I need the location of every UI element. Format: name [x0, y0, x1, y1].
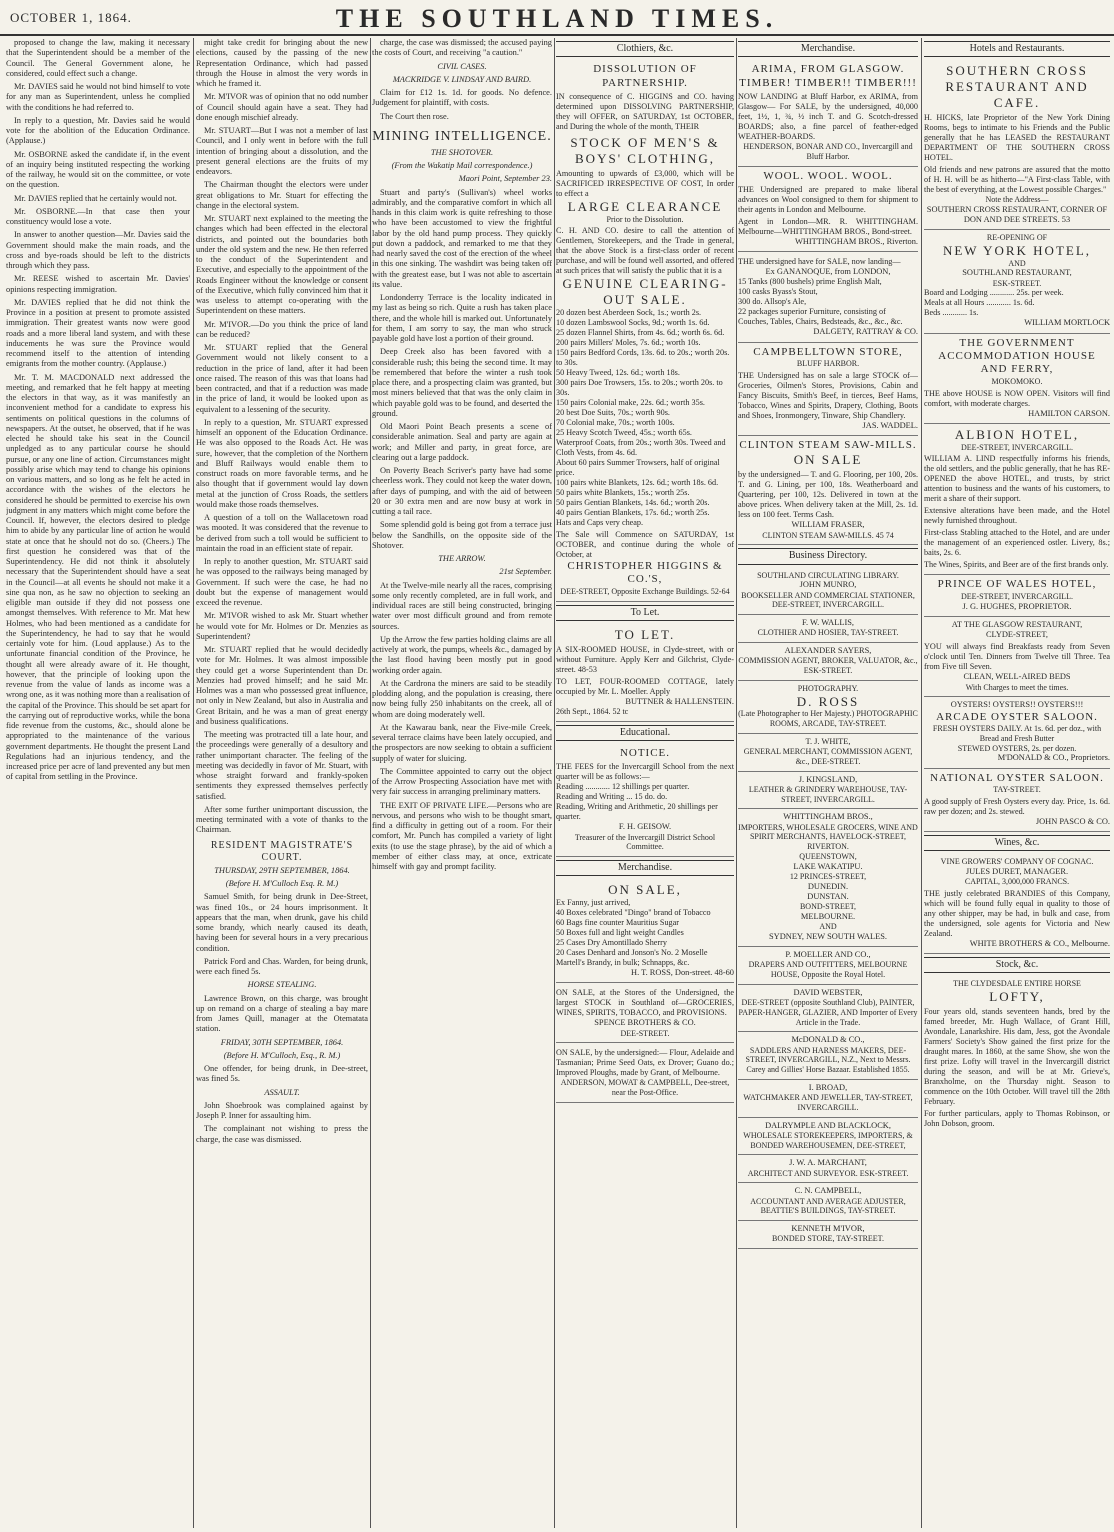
- directory-entry: [738, 681, 918, 734]
- column-5: [738, 38, 918, 1528]
- article-paragraph: Londonderry Terrace is the locality indicated in my last as being so rich. Quite a rush has taken place there, and the whole hill is marked out. Unfortunately for them, I am sorry to say, the man who struck payable gold have lost a portion of their ground.: [372, 293, 552, 344]
- ad-name: McDONALD & CO.,: [791, 1035, 865, 1045]
- masthead: [0, 0, 1114, 36]
- court-bench: (Before H. M'Culloch, Esq., R. M.): [223, 1050, 341, 1060]
- list-item: 25 dozen Flannel Shirts, from 4s. 6d.; worth 6s. 6d.: [556, 328, 725, 338]
- directory-entry: [738, 809, 918, 947]
- list-item: 20 dozen best Aberdeen Sock, 1s.; worth 2s.: [556, 308, 702, 318]
- ad-place: AND: [819, 922, 837, 932]
- section-category: Merchandise.: [556, 860, 734, 876]
- ad-body: WHOLESALE STOREKEEPERS, IMPORTERS, & BONDED WAREHOUSEMEN, DEE-STREET,: [743, 1130, 913, 1150]
- ad-body: ON SALE, by the undersigned:— Flour, Adelaide and Tasmanian; Prime Seed Oats, ex Drover; Guano do.; Improved Ploughs, made by Grant, of Melbourne.: [556, 1048, 734, 1078]
- directory-entry: [738, 1032, 918, 1080]
- article-paragraph: charge, the case was dismissed; the accused paying the costs of Court, and receiving "a caution.": [372, 38, 552, 58]
- ad-place: LAKE WAKATIPU.: [793, 861, 863, 871]
- ad-signature: WHITE BROTHERS & CO., Melbourne.: [969, 938, 1110, 948]
- list-item: 150 pairs Colonial make, 22s. 6d.; worth 35s.: [556, 398, 705, 408]
- ad-place: QUEENSTOWN,: [799, 851, 857, 861]
- wool-advert: [738, 167, 918, 253]
- column-rule: [554, 38, 555, 1528]
- article-paragraph: Mr. STUART—But I was not a member of last Council, and I only went in before with the full intention of bringing about a dissolution, and the present general elections are the fruits of my endeavors.: [196, 126, 368, 176]
- ad-place: DUNSTAN.: [807, 891, 849, 901]
- newspaper-title: THE SOUTHLAND TIMES.: [335, 4, 779, 33]
- ad-body: Amounting to upwards of £3,000, which will be SACRIFICED IRRESPECTIVE OF COST, In order to effect a: [556, 168, 734, 198]
- list-item: 200 pairs Millers' Moles, 7s. 6d.; worth 10s.: [556, 338, 701, 348]
- list-item: 20 Cases Denhard and Jonson's No. 2 Moselle: [556, 948, 708, 958]
- ad-subheading: BLUFF HARBOR.: [796, 359, 860, 369]
- spence-advert: [556, 983, 734, 1043]
- fees-list: [556, 782, 734, 822]
- court-bench: (Before H. M'Culloch Esq. R. M.): [225, 879, 339, 889]
- ad-signature: ANDERSON, MOWAT & CAMPBELL, Dee-street, near the Post-Office.: [560, 1078, 730, 1098]
- ad-heading: ARCADE OYSTER SALOON.: [936, 710, 1098, 723]
- ad-heading: PHOTOGRAPHY.: [797, 683, 859, 693]
- ad-signature: DALGETY, RATTRAY & CO.: [813, 327, 918, 337]
- ad-place: DUNEDIN.: [807, 881, 849, 891]
- court-paragraph: John Shoebrook was complained against by Joseph P. Inner for assaulting him.: [196, 1100, 368, 1121]
- column-rule: [921, 38, 922, 1528]
- article-paragraph: Mr. M'IVOR wished to ask Mr. Stuart whether he would vote for Mr. Holmes or Dr. Menzies as Superintendent?: [196, 611, 368, 641]
- article-paragraph: At the Cardrona the miners are said to be steadily plodding along, and the population is creasing, there now being fully 250 inhabitants on the creek, all of whom are doing moderately well.: [372, 678, 552, 719]
- ad-signature: H. T. ROSS, Don-street. 48-60: [631, 968, 734, 978]
- onsale-list: [556, 898, 734, 968]
- landing-list: [738, 277, 918, 327]
- list-item: Reading, Writing and Arithmetic, 20 shillings per quarter.: [556, 802, 718, 822]
- list-item: 50 Boxes full and light weight Candles: [556, 928, 684, 938]
- ad-body: WATCHMAKER AND JEWELLER, TAY-STREET, INVERCARGILL.: [743, 1093, 913, 1112]
- list-item: 20 best Doe Suits, 70s.; worth 90s.: [556, 408, 670, 418]
- court-paragraph: One offender, for being drunk, in Dee-street, was fined 5s.: [196, 1064, 368, 1084]
- ad-body: The Wines, Spirits, and Beer are of the first brands only.: [924, 560, 1109, 570]
- article-paragraph: The Chairman thought the electors were under great obligations to Mr. Stuart for effecting the change in the electoral system.: [196, 180, 368, 210]
- ad-heading: SOUTHERN CROSS RESTAURANT AND CAFE.: [945, 63, 1089, 110]
- list-item: 40 Boxes celebrated "Dingo" brand of Tobacco: [556, 908, 711, 918]
- ad-date: 26th Sept., 1864. 52 tc: [556, 706, 629, 716]
- ad-body: by the undersigned— T. and G. Flooring, per 100, 20s. T. and G. Lining, per 100, 18s. Weatherboard and Quartering, per 100, 12s. Delivered in town at the above prices. When delivery taken at the Mill, 2s. 1d. less on 100 feet. Terms Cash.: [738, 470, 918, 520]
- ad-name: F. W. WALLIS,: [802, 618, 854, 628]
- ad-name: KENNETH M'IVOR,: [791, 1224, 865, 1234]
- list-item: 70 Colonial make, 70s.; worth 100s.: [556, 418, 675, 428]
- article-paragraph: Up the Arrow the few parties holding claims are all actively at work, the pumps, wheels &c., damaged by the last flood having been mostly put in good working order again.: [372, 634, 552, 675]
- article-paragraph: A question of a toll on the Wallacetown road was mooted. It was considered that the revenue to be derived from such a toll would be sufficient to maintain the road in an efficient state of repair.: [196, 513, 368, 553]
- dissolution-advert: [556, 60, 734, 601]
- section-category: Clothiers, &c.: [556, 41, 734, 57]
- list-item: Meals at all Hours ............ 1s. 6d.: [924, 298, 1035, 308]
- list-item: 150 pairs Bedford Cords, 13s. 6d. to 20s.; worth 20s. to 30s.: [556, 348, 730, 368]
- ad-subheading: CAPITAL, 3,000,000 FRANCS.: [964, 877, 1070, 887]
- campbelltown-advert: [738, 343, 918, 436]
- ad-signature: HENDERSON, BONAR AND CO., Invercargill and Bluff Harbor.: [743, 142, 913, 161]
- list-item: 25 Cases Dry Amontillado Sherry: [556, 938, 667, 948]
- ad-body: Four years old, stands seventeen hands, bred by the famed breeder, Mr. Hugh Wallace, of Grant Hill, Avondale, Lanarkshire. His dam, Jess, got the Avondale Farmers' Society's Show gained the first prize for the draught mares. In 1860, at the same Show, she won the first prize. Lofty will travel in the Invercargill district during the season, and will be at Mr. Grieve's, Branxholme, on the Thursday night. Season to commence on the 10th October. Will travel till the 28th February.: [924, 1006, 1110, 1106]
- ad-address: DEE-STREET, INVERCARGILL.: [960, 591, 1074, 601]
- section-category: Educational.: [556, 725, 734, 741]
- ad-name: J. W. A. MARCHANT,: [789, 1158, 867, 1168]
- list-item: Board and Lodging ............ 25s. per week.: [924, 288, 1064, 298]
- article-paragraph: At the Twelve-mile nearly all the races, comprising some only recently completed, are in full work, and individual races are still being constructed, bringing water over most difficult ground and from remote sources.: [372, 580, 552, 631]
- new-york-hotel-advert: [924, 230, 1110, 334]
- ad-name: I. BROAD,: [808, 1082, 848, 1092]
- ad-signature: WHITTINGHAM BROS., Riverton.: [794, 236, 918, 246]
- column-6: [924, 38, 1110, 1528]
- ad-body: THE above HOUSE is NOW OPEN. Visitors will find comfort, with moderate charges.: [924, 388, 1110, 408]
- directory-entry: [738, 947, 918, 985]
- list-item: Beds ............ 1s.: [924, 308, 979, 318]
- ad-subheading: Prior to the Dissolution.: [606, 214, 684, 224]
- list-item: 25 Heavy Scotch Tweed, 45s.; worth 65s.: [556, 428, 692, 438]
- government-house-advert: [924, 334, 1110, 424]
- section-category: To Let.: [556, 605, 734, 621]
- list-item: 100 pairs white Blankets, 12s. 6d.; worth 18s. 6d.: [556, 478, 719, 488]
- ad-body: WILLIAM A. LIND respectfully informs his friends, the old settlers, and the public generally, that he has RE-OPENED the above HOTEL, and trusts, by strict attention to business and the wants of his customers, to merit a share of their support.: [924, 454, 1110, 504]
- arrow-heading: THE ARROW.: [438, 554, 486, 564]
- column-2: [196, 38, 368, 1528]
- ad-subheading: AND: [1008, 258, 1026, 268]
- ad-place: SYDNEY, NEW SOUTH WALES.: [769, 931, 887, 941]
- article-paragraph: Mr. STUART next explained to the meeting the changes which had been effected in the electoral districts, and pointed out the boundaries both under the old system and the new. He then referred to the conduct of the Superintendent and Executive, and especially to the appointment of the Roads Engineer without the knowledge or consent of the Executive, which fully convinced him that it was useless to attempt co-operating with the Superintendent on these matters.: [196, 214, 368, 316]
- ad-signature: HAMILTON CARSON.: [1028, 408, 1110, 418]
- ad-body: THE Undersigned are prepared to make liberal advances on Wool consigned to them for shipment to their agents in London and Melbourne.: [738, 184, 918, 214]
- ad-heading: PRINCE OF WALES HOTEL,: [937, 578, 1097, 591]
- article-paragraph: After some further unimportant discussion, the meeting terminated with a vote of thanks to the Chairman.: [196, 804, 368, 835]
- section-category: Merchandise.: [738, 41, 918, 57]
- column-3: [372, 38, 552, 1528]
- onsale-advert: [556, 879, 734, 983]
- ad-address: SOUTHERN CROSS RESTAURANT, CORNER OF DON AND DEE STREETS. 53: [926, 204, 1108, 224]
- ad-heading: CAMPBELLTOWN STORE,: [753, 345, 903, 358]
- stock-list: [556, 308, 734, 528]
- ad-heading: NATIONAL OYSTER SALOON.: [930, 771, 1104, 784]
- southern-cross-advert: [924, 60, 1110, 230]
- column-4: [556, 38, 734, 1528]
- cognac-advert: [924, 854, 1110, 954]
- article-paragraph: Mr. STUART replied that he would decidedly vote for Mr. Holmes. It was almost impossible they could get a worse Superintendent than Dr. Menzies had proved himself; and he said Mr. Holmes was a man who possessed great influence, not only in New Zealand, but also in Australia and Great Britain, and he was a man of great energy and business qualifications.: [196, 645, 368, 726]
- civil-heading: CIVIL CASES.: [437, 61, 487, 71]
- article-paragraph: In reply to another question, Mr. STUART said he was opposed to the railways being managed by Government. If such were the case, he had no doubt but the expense of management would exceed the revenue.: [196, 557, 368, 607]
- directory-entry: [738, 734, 918, 772]
- prince-of-wales-advert: [924, 575, 1110, 616]
- ad-body: THE justly celebrated BRANDIES of this Company, which will be found fully equal in quality to those of any other shipper, may be had, in bulk and case, from the undersigned, sole agents for Victoria and New Zealand.: [924, 888, 1110, 938]
- notice-advert: [556, 744, 734, 857]
- article-paragraph: In reply to a question, Mr. STUART expressed himself an opponent of the Education Ordinance. He was also opposed to the Roads Act. He was sure, however, that the completion of the Northern and Bluff Railways would enable them to construct roads on more favorable terms, and he also thought that if government would lay down metal at the junction of Cross Roads, the settlers would make those roads themselves.: [196, 417, 368, 509]
- list-item: Reading ............ 12 shillings per quarter.: [556, 782, 690, 792]
- dalgety-advert: [738, 252, 918, 343]
- ad-body: SADDLERS AND HARNESS MAKERS, DEE-STREET, INVERCARGILL, N.Z., Next to Messrs. Carey and Gillies' Horse Bazaar. Established 1855.: [745, 1045, 911, 1075]
- ad-body: ACCOUNTANT AND AVERAGE ADJUSTER, BEATTIE'S BUILDINGS, TAY-STREET.: [750, 1196, 906, 1216]
- ad-body: ARCHITECT AND SURVEYOR. ESK-STREET.: [747, 1168, 909, 1178]
- ad-address: DEE-STREET, INVERCARGILL.: [771, 600, 885, 610]
- court-paragraph: Lawrence Brown, on this charge, was brought up on remand on a charge of stealing a bay mare from James Quill, manager at the Otematata station.: [196, 993, 368, 1034]
- court-subheading: ASSAULT.: [264, 1087, 300, 1097]
- article-paragraph: The meeting was protracted till a late hour, and the proceedings were generally of a desultory and rather unimportant character. The feeling of the meeting was decidedly in favor of Mr. Stuart, with whose straight forward and frankly-spoken sentiments they expressed themselves perfectly satisfied.: [196, 730, 368, 801]
- article-paragraph: Mr. STUART replied that the General Government would not likely consent to a reduction in the price of land, after it had been once raised. The reason of this was that loans had been contracted, and that if a reduction was made in the price of land, it would be looked upon as equivalent to a lessening of the security.: [196, 343, 368, 414]
- ad-address: CLYDE-STREET,: [985, 630, 1049, 640]
- ad-heading: ON SALE: [793, 452, 863, 468]
- article-paragraph: Old Maori Point Beach presents a scene of considerable animation. Seal and party are again at work; and Miller and party, in great force, are clearing out a large paddock.: [372, 422, 552, 462]
- tolet-advert: [556, 624, 734, 722]
- ad-name: T. J. WHITE,: [805, 736, 851, 746]
- ad-body: NOW LANDING at Bluff Harbor, ex ARIMA, from Glasgow— For SALE, by the undersigned, 40,000 feet, 1½, 1, ¾, ½ inch T. and G. Scotch-dressed BOARDS; also, a fine parcel of feather-edged WEATHER-BOARDS.: [738, 92, 918, 141]
- ad-name: LOFTY,: [989, 989, 1045, 1005]
- article-paragraph: Mr. DAVIES replied that he certainly would not.: [14, 193, 177, 203]
- ad-heading: OYSTERS! OYSTERS!! OYSTERS!!!: [950, 700, 1084, 710]
- article-paragraph: In answer to another question—Mr. Davies said the Government should make the main roads, and the cross and bye-roads should be left to the districts through which they pass.: [6, 230, 190, 270]
- ad-body: IN consequence of C. HIGGINS and CO. having determined upon DISSOLVING PARTNERSHIP, they will OFFER, on SATURDAY, 1st OCTOBER, and During the whole of the month, THEIR: [556, 92, 734, 131]
- ad-signature: M'DONALD & CO., Proprietors.: [997, 753, 1110, 763]
- ad-address: TAY-STREET.: [993, 784, 1041, 794]
- article-paragraph: Claim for £12 1s. 1d. for goods. No defence. Judgement for plaintiff, with costs.: [372, 88, 552, 108]
- ad-subheading: SOUTHLAND RESTAURANT,: [962, 268, 1072, 278]
- ad-body: THE undersigned have for SALE, now landing—: [738, 257, 901, 267]
- ad-body: BONDED STORE, TAY-STREET.: [772, 1234, 884, 1244]
- ad-heading: CLEAN, WELL-AIRED BEDS: [963, 672, 1071, 682]
- court-heading: RESIDENT MAGISTRATE'S COURT.: [210, 839, 354, 863]
- anderson-advert: [556, 1043, 734, 1103]
- article-paragraph: Mr. DAVIES said he would not bind himself to vote for any man as Superintendent, unless he complied with the conditions he had referred to.: [6, 82, 190, 112]
- ad-heading: LARGE CLEARANCE: [567, 198, 723, 214]
- ad-body: A good supply of Fresh Oysters every day. Price, 1s. 6d. raw per dozen; and 2s. stewed.: [924, 796, 1110, 816]
- list-item: 50 Heavy Tweed, 12s. 6d.; worth 18s.: [556, 368, 680, 378]
- article-paragraph: THE EXIT OF PRIVATE LIFE.—Persons who are nervous, and persons who wish to be thought smart, find a difficulty in getting out of a room. For their comfort, Mr. Punch has compiled a variety of light exits (to use the stage phrase), by the aid of which a member of either class may, at once, extricate himself with gay and prompt facility.: [372, 800, 552, 872]
- ad-signature: SPENCE BROTHERS & CO.: [594, 1018, 696, 1028]
- article-paragraph: The Committee appointed to carry out the object of the Arrow Prospecting Association have met with very fair success in arranging preliminary matters.: [372, 766, 552, 797]
- mining-heading: MINING INTELLIGENCE.: [372, 128, 552, 144]
- shotover-source: (From the Wakatip Mail correspondence.): [391, 161, 533, 171]
- ad-body: COMMISSION AGENT, BROKER, VALUATOR, &c., ESK-STREET.: [738, 656, 918, 676]
- shotover-heading: THE SHOTOVER.: [430, 147, 494, 157]
- ad-name: JULES DURET, MANAGER.: [965, 866, 1069, 876]
- section-category: Stock, &c.: [924, 957, 1110, 973]
- ad-heading: ON SALE,: [608, 882, 682, 898]
- ad-body: GENERAL MERCHANT, COMMISSION AGENT, &c., DEE-STREET.: [743, 747, 913, 766]
- ad-address: ESK-STREET.: [992, 278, 1042, 288]
- directory-entry: [738, 568, 918, 616]
- court-paragraph: Patrick Ford and Chas. Warden, for being drunk, were each fined 5s.: [196, 956, 368, 977]
- ad-body: Old friends and new patrons are assured that the motto of H. H. will be as hitherto—"A First-class Table, with the best of everything, at the Lowest possible Charges.": [924, 164, 1110, 194]
- ad-body: YOU will always find Breakfasts ready from Seven o'clock until Ten. Dinners from Twelve till Three. Tea from Five till Seven.: [924, 642, 1110, 672]
- ad-signature: CHRISTOPHER HIGGINS & CO.'S,: [567, 560, 723, 586]
- ad-subheading: Ex GANANOQUE, from LONDON,: [765, 267, 891, 277]
- ad-body: THE FEES for the Invercargill School from the next quarter will be as follows:—: [556, 762, 734, 782]
- article-paragraph: Mr. M'IVOR.—Do you think the price of land can be reduced?: [196, 319, 368, 339]
- ad-place: BOND-STREET,: [799, 902, 857, 912]
- column-rule: [736, 38, 737, 1528]
- ad-heading: VINE GROWERS' COMPANY OF COGNAC.: [940, 857, 1094, 867]
- ad-role: Treasurer of the Invercargill District School Committee.: [574, 832, 716, 852]
- list-item: Reading and Writing ... 15 do. do.: [556, 792, 668, 802]
- list-item: Waterproof Coats, from 20s.; worth 30s. Tweed and Cloth Vests, from 4s. 6d.: [556, 438, 726, 458]
- ad-name: DALRYMPLE AND BLACKLOCK,: [765, 1120, 891, 1130]
- ad-body: BOOKSELLER AND COMMERCIAL STATIONER,: [741, 590, 915, 600]
- list-item: 300 pairs Doe Trowsers, 15s. to 20s.; worth 20s. to 30s.: [556, 378, 723, 398]
- ad-heading: NOTICE.: [619, 746, 671, 759]
- list-item: 50 pairs Gentian Blankets, 14s. 6d.; worth 20s.: [556, 498, 710, 508]
- ad-body: (Late Photographer to Her Majesty.) PHOTOGRAPHIC ROOMS, ARCADE, TAY-STREET.: [738, 709, 918, 729]
- ad-body: FRESH OYSTERS DAILY. At 1s. 6d. per doz., with Bread and Fresh Butter: [932, 724, 1102, 743]
- court-subheading: HORSE STEALING.: [247, 980, 317, 990]
- ad-heading: TO LET.: [614, 626, 676, 642]
- ad-body: A SIX-ROOMED HOUSE, in Clyde-street, with or without Furniture. Apply Kerr and Gilchrist, Clyde-street. 48-53: [556, 644, 734, 674]
- directory-entry: [738, 643, 918, 681]
- ad-body: Agent in London—MR. R. WHITTINGHAM. Melbourne—WHITTINGHAM BROS., Bond-street.: [738, 216, 918, 236]
- list-item: 15 Tanks (800 bushels) prime English Malt,: [738, 277, 882, 287]
- article-paragraph: Some splendid gold is being got from a terrace just below the Sandhills, on the opposite side of the Shotover.: [372, 520, 552, 550]
- ad-name: J. KINGSLAND,: [798, 774, 858, 784]
- ad-heading: TIMBER! TIMBER!! TIMBER!!!: [739, 76, 917, 89]
- column-rule: [370, 38, 371, 1528]
- article-paragraph: Mr. OSBORNE.—In that case then your constituency would lose a vote.: [6, 206, 190, 226]
- list-item: 50 pairs white Blankets, 15s.; worth 25s.: [556, 488, 690, 498]
- ad-heading: STOCK OF MEN'S & BOYS' CLOTHING,: [570, 135, 720, 166]
- ad-body: The Sale will Commence on SATURDAY, 1st OCTOBER, and continue during the whole of October, at: [556, 530, 734, 560]
- list-item: Ex Fanny, just arrived,: [556, 898, 631, 908]
- ad-place: 12 PRINCES-STREET,: [789, 871, 867, 881]
- ad-note: Note the Address—: [985, 194, 1049, 204]
- court-paragraph: The complainant not wishing to press the charge, the case was dismissed.: [196, 1124, 368, 1144]
- ad-heading: CLINTON STEAM SAW-MILLS.: [739, 439, 917, 452]
- ad-signature: J. G. HUGHES, PROPRIETOR.: [962, 601, 1072, 611]
- ad-signature: F. H. GEISOW.: [618, 822, 672, 832]
- article-paragraph: The Court then rose.: [380, 111, 449, 121]
- article-paragraph: Deep Creek also has been favored with a considerable rush; this being the second time. It may be remembered that before the winter a rush took place there, and a prospecting claim was granted, but most miners believed that that was the only claim in which payable gold was to be found, and deserted the ground.: [372, 347, 552, 418]
- albion-hotel-advert: [924, 424, 1110, 576]
- list-item: About 60 pairs Summer Trowsers, half of original price.: [556, 458, 720, 478]
- ad-heading: DISSOLUTION OF PARTNERSHIP.: [593, 63, 697, 89]
- ad-heading: THE CLYDESDALE ENTIRE HORSE: [953, 979, 1081, 989]
- ad-body: DRAPERS AND OUTFITTERS, MELBOURNE HOUSE, Opposite the Royal Hotel.: [748, 960, 908, 980]
- ad-place: MELBOURNE.: [800, 911, 856, 921]
- rates-list: [924, 288, 1110, 318]
- list-item: 22 packages superior Furniture, consisting of Couches, Tables, Chairs, Bedsteads, &c., &c., &c.: [738, 307, 903, 327]
- article-paragraph: Mr. REESE wished to ascertain Mr. Davies' opinions respecting immigration.: [6, 274, 190, 294]
- ad-heading: WOOL. WOOL. WOOL.: [763, 169, 893, 182]
- directory-entry: [738, 615, 918, 643]
- article-paragraph: Mr. M'IVOR was of opinion that no odd number of Council should again have a seat. They had done enough mischief already.: [196, 92, 368, 122]
- glasgow-restaurant-advert: [924, 617, 1110, 698]
- section-category: Wines, &c.: [924, 835, 1110, 851]
- court-paragraph: Samuel Smith, for being drunk in Dee-Street, was fined 10s., or 24 hours imprisonment. It appears that the man, when drunk, gave his child some brandy, which nearly caused its death, having been for several hours in a very precarious condition.: [196, 892, 368, 953]
- ad-body: H. HICKS, late Proprietor of the New York Dining Rooms, begs to intimate to his Friends and the Public generally that he has LEASED the RESTAURANT DEPARTMENT OF THE SOUTHERN CROSS HOTEL.: [924, 112, 1110, 162]
- ad-body: CLOTHIER AND HOSIER, TAY-STREET.: [757, 628, 899, 638]
- ad-body: C. H. AND CO. desire to call the attention of Gentlemen, Storekeepers, and the Trade in general, that the above Stock is a first-class order of recent purchase, and will be found well assorted, and offered at such prices that will satisfy the public that it is a: [556, 226, 734, 276]
- article-paragraph: At the Kawarau bank, near the Five-mile Creek, several terrace claims have been lately occupied, and the prospectors are now seeking to obtain a sufficient supply of water for sluicing.: [372, 722, 552, 763]
- court-date: THURSDAY, 29TH SEPTEMBER, 1864.: [214, 865, 350, 875]
- ad-name: D. ROSS: [796, 693, 860, 709]
- article-paragraph: Stuart and party's (Sullivan's) wheel works admirably, and the comparative comfort in which all hands in this claim work is quite refreshing to those who have been accustomed to view the frightful labor by the old hand pump process. They quickly put down a paddock, and remarked to me that they had nearly saved the cost of the erection of the wheel in this one sinking. The washdirt was being taken off with the greatest ease, but I was not able to ascertain its value.: [372, 187, 552, 289]
- directory-entry: [738, 1183, 918, 1221]
- ad-name: P. MOELLER AND CO.,: [785, 950, 871, 960]
- ad-signature: JOHN PASCO & CO.: [1035, 816, 1110, 826]
- ad-signature: WILLIAM FRASER,: [791, 520, 865, 530]
- list-item: Hats and Caps very cheap.: [556, 518, 644, 528]
- ad-body: First-class Stabling attached to the Hotel, and are under the management of an experienced ostler. Livery, 8s.; baits, 2s. 6.: [924, 528, 1110, 558]
- ad-name: DAVID WEBSTER,: [793, 987, 863, 997]
- issue-date: OCTOBER 1, 1864.: [10, 10, 132, 25]
- directory-entry: [738, 1155, 918, 1183]
- ad-heading: THE GOVERNMENT ACCOMMODATION HOUSE AND FERRY,: [938, 336, 1096, 376]
- article-paragraph: In reply to a question, Mr. Davies said he would vote for the abolition of the Education Ordinance. (Applause.): [6, 115, 190, 146]
- article-paragraph: Mr. OSBORNE asked the candidate if, in the event of an inquiry being instituted respecting the working of the railway, he would sit on the committee, or vote on the question.: [6, 149, 190, 190]
- directory-entry: [738, 985, 918, 1033]
- ad-name: C. N. CAMPBELL,: [794, 1186, 862, 1196]
- list-item: 100 casks Byass's Stout,: [738, 287, 818, 297]
- ad-heading: SOUTHLAND CIRCULATING LIBRARY.: [757, 570, 899, 580]
- article-paragraph: might take credit for bringing about the new elections, caused by the passing of the new Representation Ordinance, which had passed through the House in almost the very words in which he framed it.: [196, 38, 368, 88]
- list-item: Martell's Brandy, in bulk; Schnapps, &c.: [556, 958, 690, 968]
- arrow-date: 21st September.: [499, 567, 552, 577]
- court-date: FRIDAY, 30TH SEPTEMBER, 1864.: [220, 1037, 344, 1047]
- arima-advert: [738, 60, 918, 166]
- ad-address: DEE-STREET.: [620, 1028, 670, 1038]
- section-category: Business Directory.: [738, 548, 918, 564]
- list-item: 40 pairs Gentian Blankets, 17s. 6d.; worth 25s.: [556, 508, 710, 518]
- ad-heading: ALBION HOTEL,: [954, 426, 1080, 442]
- ad-body: IMPORTERS, WHOLESALE GROCERS, WINE AND SPIRIT MERCHANTS, HAVELOCK-STREET, RIVERTON.: [738, 822, 918, 852]
- directory-entry: [738, 1118, 918, 1156]
- national-oyster-advert: [924, 769, 1110, 832]
- ad-body: Extensive alterations have been made, and the Hotel newly furnished throughout.: [924, 506, 1110, 526]
- ad-subheading: RE-OPENING OF: [986, 233, 1048, 243]
- list-item: 60 Bags fine counter Mauritius Sugar: [556, 918, 680, 928]
- list-item: 10 dozen Lambswool Socks, 9d.; worth 1s. 6d.: [556, 318, 710, 328]
- ad-signature: WILLIAM MORTLOCK: [1024, 318, 1110, 328]
- article-paragraph: Mr. T. M. MACDONALD next addressed the meeting, and remarked that he felt happy at meeting the electors in that way, as it was manifestly an inconvenient method for a candidate to express his sentiments on political questions in the columns of newspapers. At the outset, he observed, that if he was elected he should take his seat in the Council unpledged as to any particular course he should pursue, or any one line of action. Circumstances might possibly arise which may tend to change his opinions on various matters, and so long as he felt he acted in accordance with the wishes of the electors he considered he should be permitted to exercise his own judgment in any matters which might come before the Council. If, however, the electors desired to pledge him to abide by any particular line of action he would state at once that he should not do so. (Cheers.) The first question he considered was that of the Superintendency. He did not think it absolutely necessary that the Superintendent should have a seat in the Council—at all events he should not make it a sine qua non, as he saw no objection to seeking an eligible man outside if they did not possess one amongst themselves. With reference to Mr. Mat hew Holmes, who had been mentioned as a candidate for the Superintendency, he had to say that he would certainly vote for him. (Loud applause.) As to the unfortunate financial condition of the Province, he thought all were already aware of it. He thought, however, that the principle of looking upon the revenue from the value of lands as income was a wrong one, as it was nothing more than a realisation of the capital of the Province. This should be set apart for the carrying out of reproductive works, while the bona fide revenue from the customs, &c., should alone be appropriated to the maintenance of the various government departments. He thought the present Land Regulations had an injurious tendency, and the increased price per acre of land prevented any but men of capital from settling in the Province.: [6, 372, 190, 782]
- ad-name: JOHN MUNRO,: [799, 580, 857, 590]
- ad-body: DEE-STREET (opposite Southland Club), PAINTER, PAPER-HANGER, GLAZIER, AND Importer of Every Article in the Trade.: [738, 998, 918, 1027]
- article-paragraph: On Poverty Beach Scriver's party have had some cheerless work. They could not keep the water down, after days of pumping, and with the aid of between 20 or 30 extra men and are now busy at work in cutting a tail race.: [372, 466, 552, 517]
- directory-entry: [738, 1221, 918, 1249]
- column-1: [6, 38, 190, 1528]
- ad-address: MOKOMOKO.: [991, 376, 1043, 386]
- shotover-place: Maori Point, September 23.: [458, 174, 552, 184]
- ad-name: ALEXANDER SAYERS,: [784, 646, 872, 656]
- ad-address: DEE-STREET, INVERCARGILL.: [960, 442, 1074, 452]
- civil-case: MACKRIDGE V. LINDSAY AND BAIRD.: [392, 74, 532, 84]
- article-paragraph: proposed to change the law, making it necessary that the Superintendent should be a member of the Council. The General Government alone, he considered, could effect such a change.: [6, 38, 190, 78]
- ad-address: CLINTON STEAM SAW-MILLS. 45 74: [762, 530, 894, 540]
- column-rule: [193, 38, 194, 1528]
- ad-heading: NEW YORK HOTEL,: [942, 242, 1092, 258]
- ad-signature: BUTTNER & HALLENSTEIN.: [625, 696, 734, 706]
- directory-entry: [738, 772, 918, 810]
- ad-body: ON SALE, at the Stores of the Undersigned, the largest STOCK in Southland of—GROCERIES, WINES, SPIRITS, TOBACCO, and PROVISIONS.: [556, 988, 734, 1018]
- ad-body: STEWED OYSTERS, 2s. per dozen.: [957, 743, 1077, 753]
- ad-body: For further particulars, apply to Thomas Robinson, or John Dobson, groom.: [924, 1108, 1110, 1128]
- ad-heading: ARIMA, FROM GLASGOW.: [751, 63, 905, 76]
- arcade-oyster-advert: [924, 697, 1110, 768]
- clydesdale-advert: [924, 976, 1110, 1133]
- ad-address: DEE-STREET, Opposite Exchange Buildings. 52-64: [560, 586, 730, 596]
- ad-heading: GENUINE CLEARING-OUT SALE.: [562, 276, 728, 308]
- directory-entry: [738, 1080, 918, 1118]
- section-category: Hotels and Restaurants.: [924, 41, 1110, 57]
- ad-body: THE Undersigned has on sale a large STOCK of— Groceries, Oilmen's Stores, Provisions, Cabin and Fancy Biscuits, Smith's Beef, in tierces, Beef Hams, Tobacco, Wines and Spirits, Drapery, Clothing, Boots and Shoes, Ironmongery, Tinware, Ship Chandlery.: [738, 370, 918, 420]
- ad-heading: AT THE GLASGOW RESTAURANT,: [951, 619, 1083, 629]
- ad-note: With Charges to meet the times.: [965, 682, 1069, 692]
- clinton-advert: [738, 436, 918, 545]
- list-item: 300 do. Allsop's Ale,: [738, 297, 807, 307]
- ad-body: LEATHER & GRINDERY WAREHOUSE, TAY-STREET, INVERCARGILL.: [748, 784, 908, 804]
- ad-body: TO LET, FOUR-ROOMED COTTAGE, lately occupied by Mr. L. Moeller. Apply: [556, 676, 734, 696]
- ad-name: WHITTINGHAM BROS.,: [783, 812, 873, 822]
- ad-signature: JAS. WADDEL.: [862, 420, 918, 430]
- article-paragraph: Mr. DAVIES replied that he did not think the Province in a position at present to promote assisted immigration. Their greatest wants now were good roads and a more liberal land system, and with these inducements he was sure the Province would recommend itself to the attention of intending emigrants from the mother country. (Applause.): [6, 297, 190, 369]
